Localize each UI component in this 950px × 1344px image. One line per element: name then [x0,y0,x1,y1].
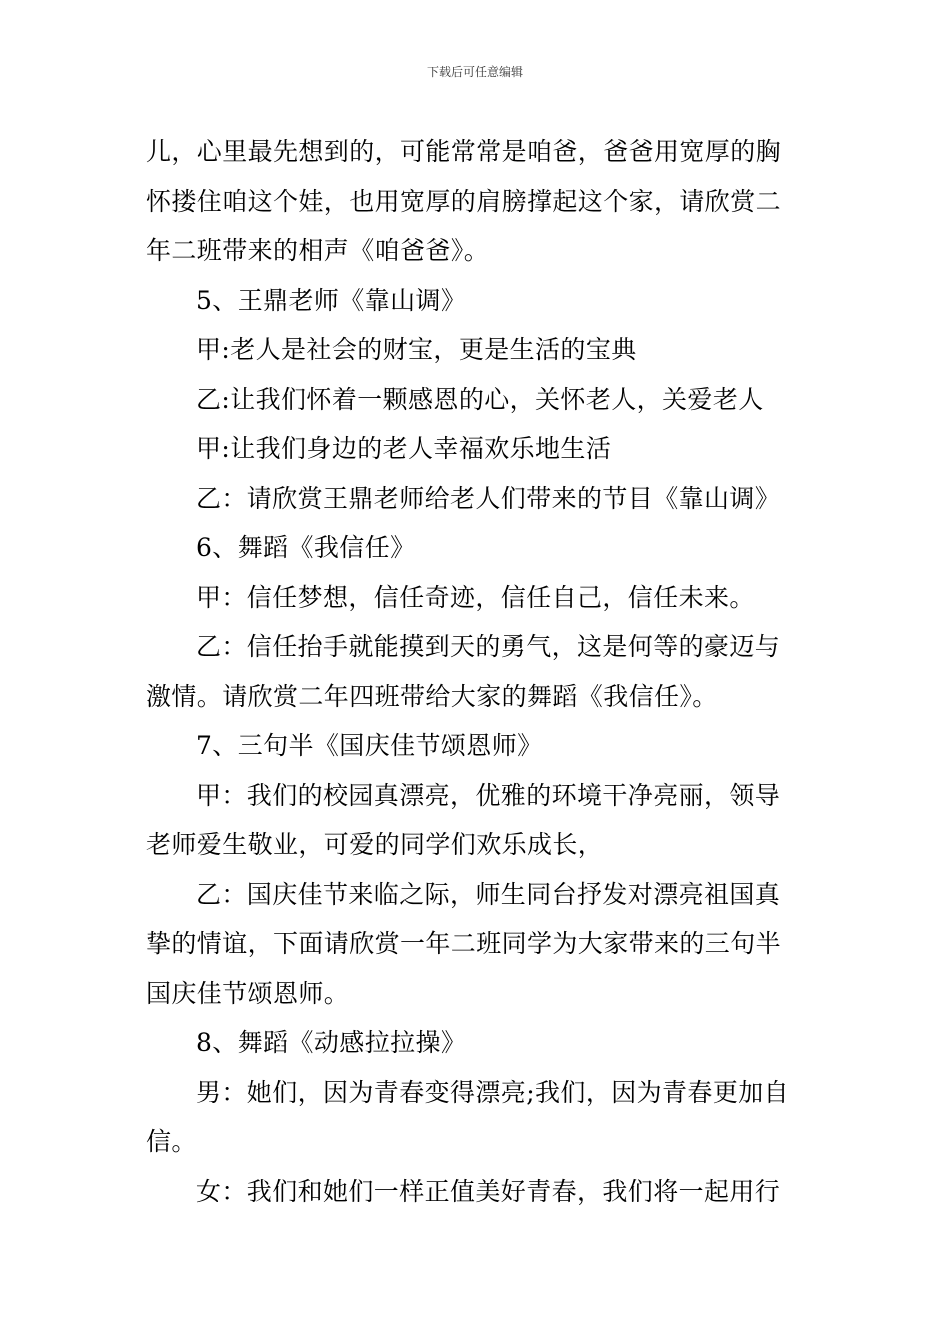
document-body [146,127,808,1216]
text-line: 甲:让我们身边的老人幸福欢乐地生活 [196,434,612,463]
text-line: 女：我们和她们一样正值美好青春，我们将一起用行 [196,1176,781,1206]
text-line: 乙:让我们怀着一颗感恩的心，关怀老人，关爱老人 [196,384,764,414]
text-line: 信。 [146,1127,197,1156]
text-line: 年二班带来的相声《咱爸爸》。 [146,236,490,265]
page-header: 下载后可任意编辑 [426,65,523,79]
text-line: 甲：我们的校园真漂亮，优雅的环境干净亮丽，领导 [196,780,781,810]
text-line: 老师爱生敬业，可爱的同学们欢乐成长， [146,830,604,859]
text-line: 甲:老人是社会的财宝，更是生活的宝典 [196,335,637,364]
program-heading: 8、舞蹈《动感拉拉操》 [196,1028,467,1057]
program-heading: 7、三句半《国庆佳节颂恩师》 [196,731,543,760]
program-heading: 6、舞蹈《我信任》 [196,533,416,562]
text-line: 怀搂住咱这个娃，也用宽厚的肩膀撑起这个家，请欣赏二 [146,186,782,216]
text-line: 甲：信任梦想，信任奇迹，信任自己，信任未来。 [196,582,755,612]
text-line: 国庆佳节颂恩师。 [146,978,350,1008]
text-line: 儿，心里最先想到的，可能常常是咱爸，爸爸用宽厚的胸 [146,137,782,166]
text-line: 乙：请欣赏王鼎老师给老人们带来的节目《靠山调》 [196,483,781,513]
text-line: 挚的情谊，下面请欣赏一年二班同学为大家带来的三句半 [146,929,782,958]
text-line: 乙：国庆佳节来临之际，师生同台抒发对漂亮祖国真 [196,879,781,909]
text-line: 激情。请欣赏二年四班带给大家的舞蹈《我信任》。 [146,681,718,711]
program-heading: 5、王鼎老师《靠山调》 [196,285,467,315]
text-line: 乙：信任抬手就能摸到天的勇气，这是何等的豪迈与 [196,632,781,661]
text-line: 男：她们，因为青春变得漂亮;我们，因为青春更加自 [196,1077,790,1107]
